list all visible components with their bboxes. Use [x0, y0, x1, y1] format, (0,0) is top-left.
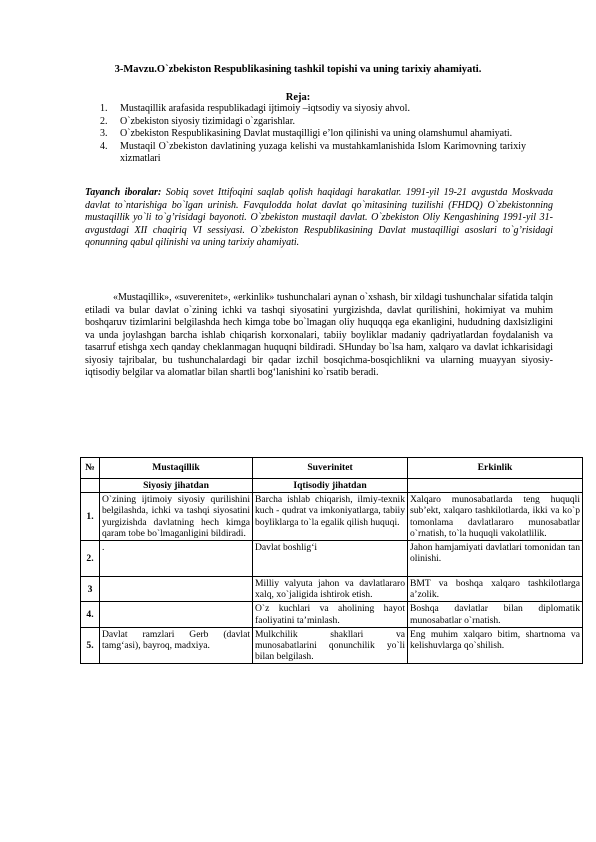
- cell-suverinitet: Barcha ishlab chiqarish, ilmiy-texnik kuch - qudrat va imkoniyatlarga, tabiiy boyliklarga to`la egalik qilish huquqi.: [253, 493, 408, 541]
- cell-mustaqillik: Davlat ramzlari Gerb (davlat tamg‘asi), bayroq, madxiya.: [100, 627, 253, 664]
- plan-item: [100, 115, 526, 129]
- plan-item-number: 2.: [100, 115, 108, 127]
- plan-list: [100, 103, 526, 166]
- table-row: [81, 602, 583, 627]
- plan-item-text: O`zbekiston siyosiy tizimidagi o`zgarishlar.: [120, 115, 295, 127]
- cell-suverinitet: O`z kuchlari va aholining hayot faoliyatini ta’minlash.: [253, 602, 408, 627]
- plan-item-number: 4.: [100, 140, 108, 152]
- table-row: [81, 493, 583, 541]
- subheader-economic: Iqtisodiy jihatdan: [253, 479, 408, 493]
- plan-item-text: O`zbekiston Respublikasining Davlat mustaqilligi e’lon qilinishi va uning olamshumul ahamiyati.: [120, 128, 513, 139]
- row-number: 3: [81, 577, 100, 602]
- cell-erkinlik: Eng muhim xalqaro bitim, shartnoma va kelishuvlarga qo`shilish.: [408, 627, 583, 664]
- cell-erkinlik: Jahon hamjamiyati davlatlari tomonidan tan olinishi.: [408, 541, 583, 577]
- plan-item-number: 1.: [100, 103, 108, 114]
- header-mustaqillik: Mustaqillik: [100, 458, 253, 479]
- cell-erkinlik: Xalqaro munosabatlarda teng huquqli sub’ekt, xalqaro tashkilotlarda, ikki va ko`p tomonlama davlatlararo munosabatlar o`rnatish, to`la huquqli vakolatlilik.: [408, 493, 583, 541]
- cell-erkinlik: Boshqa davlatlar bilan diplomatik munosabatlar o`rnatish.: [408, 602, 583, 627]
- key-terms-text: Sobiq sovet Ittifoqini saqlab qolish haqidagi harakatlar. 1991-yil 19-21 avgustda Moskvada davlat to`ntarishiga bo`lgan urinish. Favqulodda holat davlat qo`mitasining tuzilishi (FHDQ) O`zbekistonning mustaqillik yo`li to`g’risidagi bayonoti. O`zbekiston mustaqil davlat. O`zbekiston Oliy Kengashining 1991-yil 31-avgustdagi XII chaqiriq VI sessiyasi. O`zbekiston Respublikasining Davlat mustaqilligi asoslari to`g’risidagi qonunning qabul qilinishi va uning tarixiy ahamiyati.: [85, 187, 553, 248]
- row-number: 5.: [81, 627, 100, 664]
- table-subheader-row: [81, 479, 583, 493]
- comparison-table: [80, 457, 583, 664]
- plan-item-text: Mustaqil O`zbekiston davlatining yuzaga kelishi va mustahkamlanishida Islom Karimovning tarixiy xizmatlari: [120, 140, 526, 164]
- subheader-empty: [81, 479, 100, 493]
- plan-item-number: 3.: [100, 128, 108, 139]
- table-row: [81, 627, 583, 664]
- key-terms-paragraph: [85, 187, 553, 250]
- cell-mustaqillik: .: [100, 541, 253, 577]
- cell-mustaqillik: [100, 602, 253, 627]
- header-suverinitet: Suverinitet: [253, 458, 408, 479]
- cell-erkinlik: BMT va boshqa xalqaro tashkilotlarga a’zolik.: [408, 577, 583, 602]
- cell-mustaqillik: O`zining ijtimoiy siyosiy qurilishini belgilashda, ichki va tashqi siyosatini yurgizishda davlatning hech kimga qaram tobe bo`lmaganligini bildiradi.: [100, 493, 253, 541]
- table-row: [81, 577, 583, 602]
- header-number: №: [81, 458, 100, 479]
- plan-item: [100, 103, 526, 116]
- cell-suverinitet: Mulkchilik shakllari va munosabatlarini qonunchilik yo`li bilan belgilash.: [253, 627, 408, 664]
- plan-item: [100, 140, 526, 166]
- row-number: 1.: [81, 493, 100, 541]
- subheader-empty: [408, 479, 583, 493]
- plan-item-text: Mustaqillik arafasida respublikadagi ijtimoiy –iqtsodiy va siyosiy ahvol.: [120, 103, 410, 114]
- key-terms-label: Tayanch iboralar:: [85, 187, 162, 198]
- cell-suverinitet: Davlat boshlig‘i: [253, 541, 408, 577]
- row-number: 4.: [81, 602, 100, 627]
- body-paragraph: «Mustaqillik», «suverenitet», «erkinlik» tushunchalari aynan o`xshash, bir xildagi tushunchalar sifatida talqin etiladi va bular davlat o`zining ichki va tashqi siyosatini yurgizishda, davlat qurilishini, hokimiyat va muhim boshqaruv tizimlarini belgilashda hech kimga tobe bo`lmagan oliy huquqqa ega ekanligini, hududning daxlsizligini va unda joylashgan barcha ishlab chiqarish korxonalari, tabiiy boyliklar madaniy qadriyatlardan foydalanish va tasarruf etishga xech qanday cheklanmagan huquqni bildiradi. SHunday bo`lsa ham, xalqaro va davlat ichkarisidagi siyosiy tajribalar, bu tushunchalardagi bir qadar izchil bosqichma-bosqichlikni va ularning muayyan siyosiy-iqtisodiy belgilar va alomatlar bilan shartli bog‘lanishini ko`rsatib beradi.: [85, 292, 553, 378]
- row-number: 2.: [81, 541, 100, 577]
- plan-item: [100, 128, 526, 141]
- page-title: 3-Mavzu.O`zbekiston Respublikasining tashkil topishi va uning tarixiy ahamiyati.: [114, 64, 482, 75]
- subheader-political: Siyosiy jihatdan: [100, 479, 253, 493]
- cell-suverinitet: Milliy valyuta jahon va davlatlararo xalq, xo`jaligida ishtirok etish.: [253, 577, 408, 602]
- cell-mustaqillik: [100, 577, 253, 602]
- plan-heading: Reja:: [285, 92, 311, 103]
- table-header-row: [81, 458, 583, 479]
- header-erkinlik: Erkinlik: [408, 458, 583, 479]
- table-row: [81, 541, 583, 577]
